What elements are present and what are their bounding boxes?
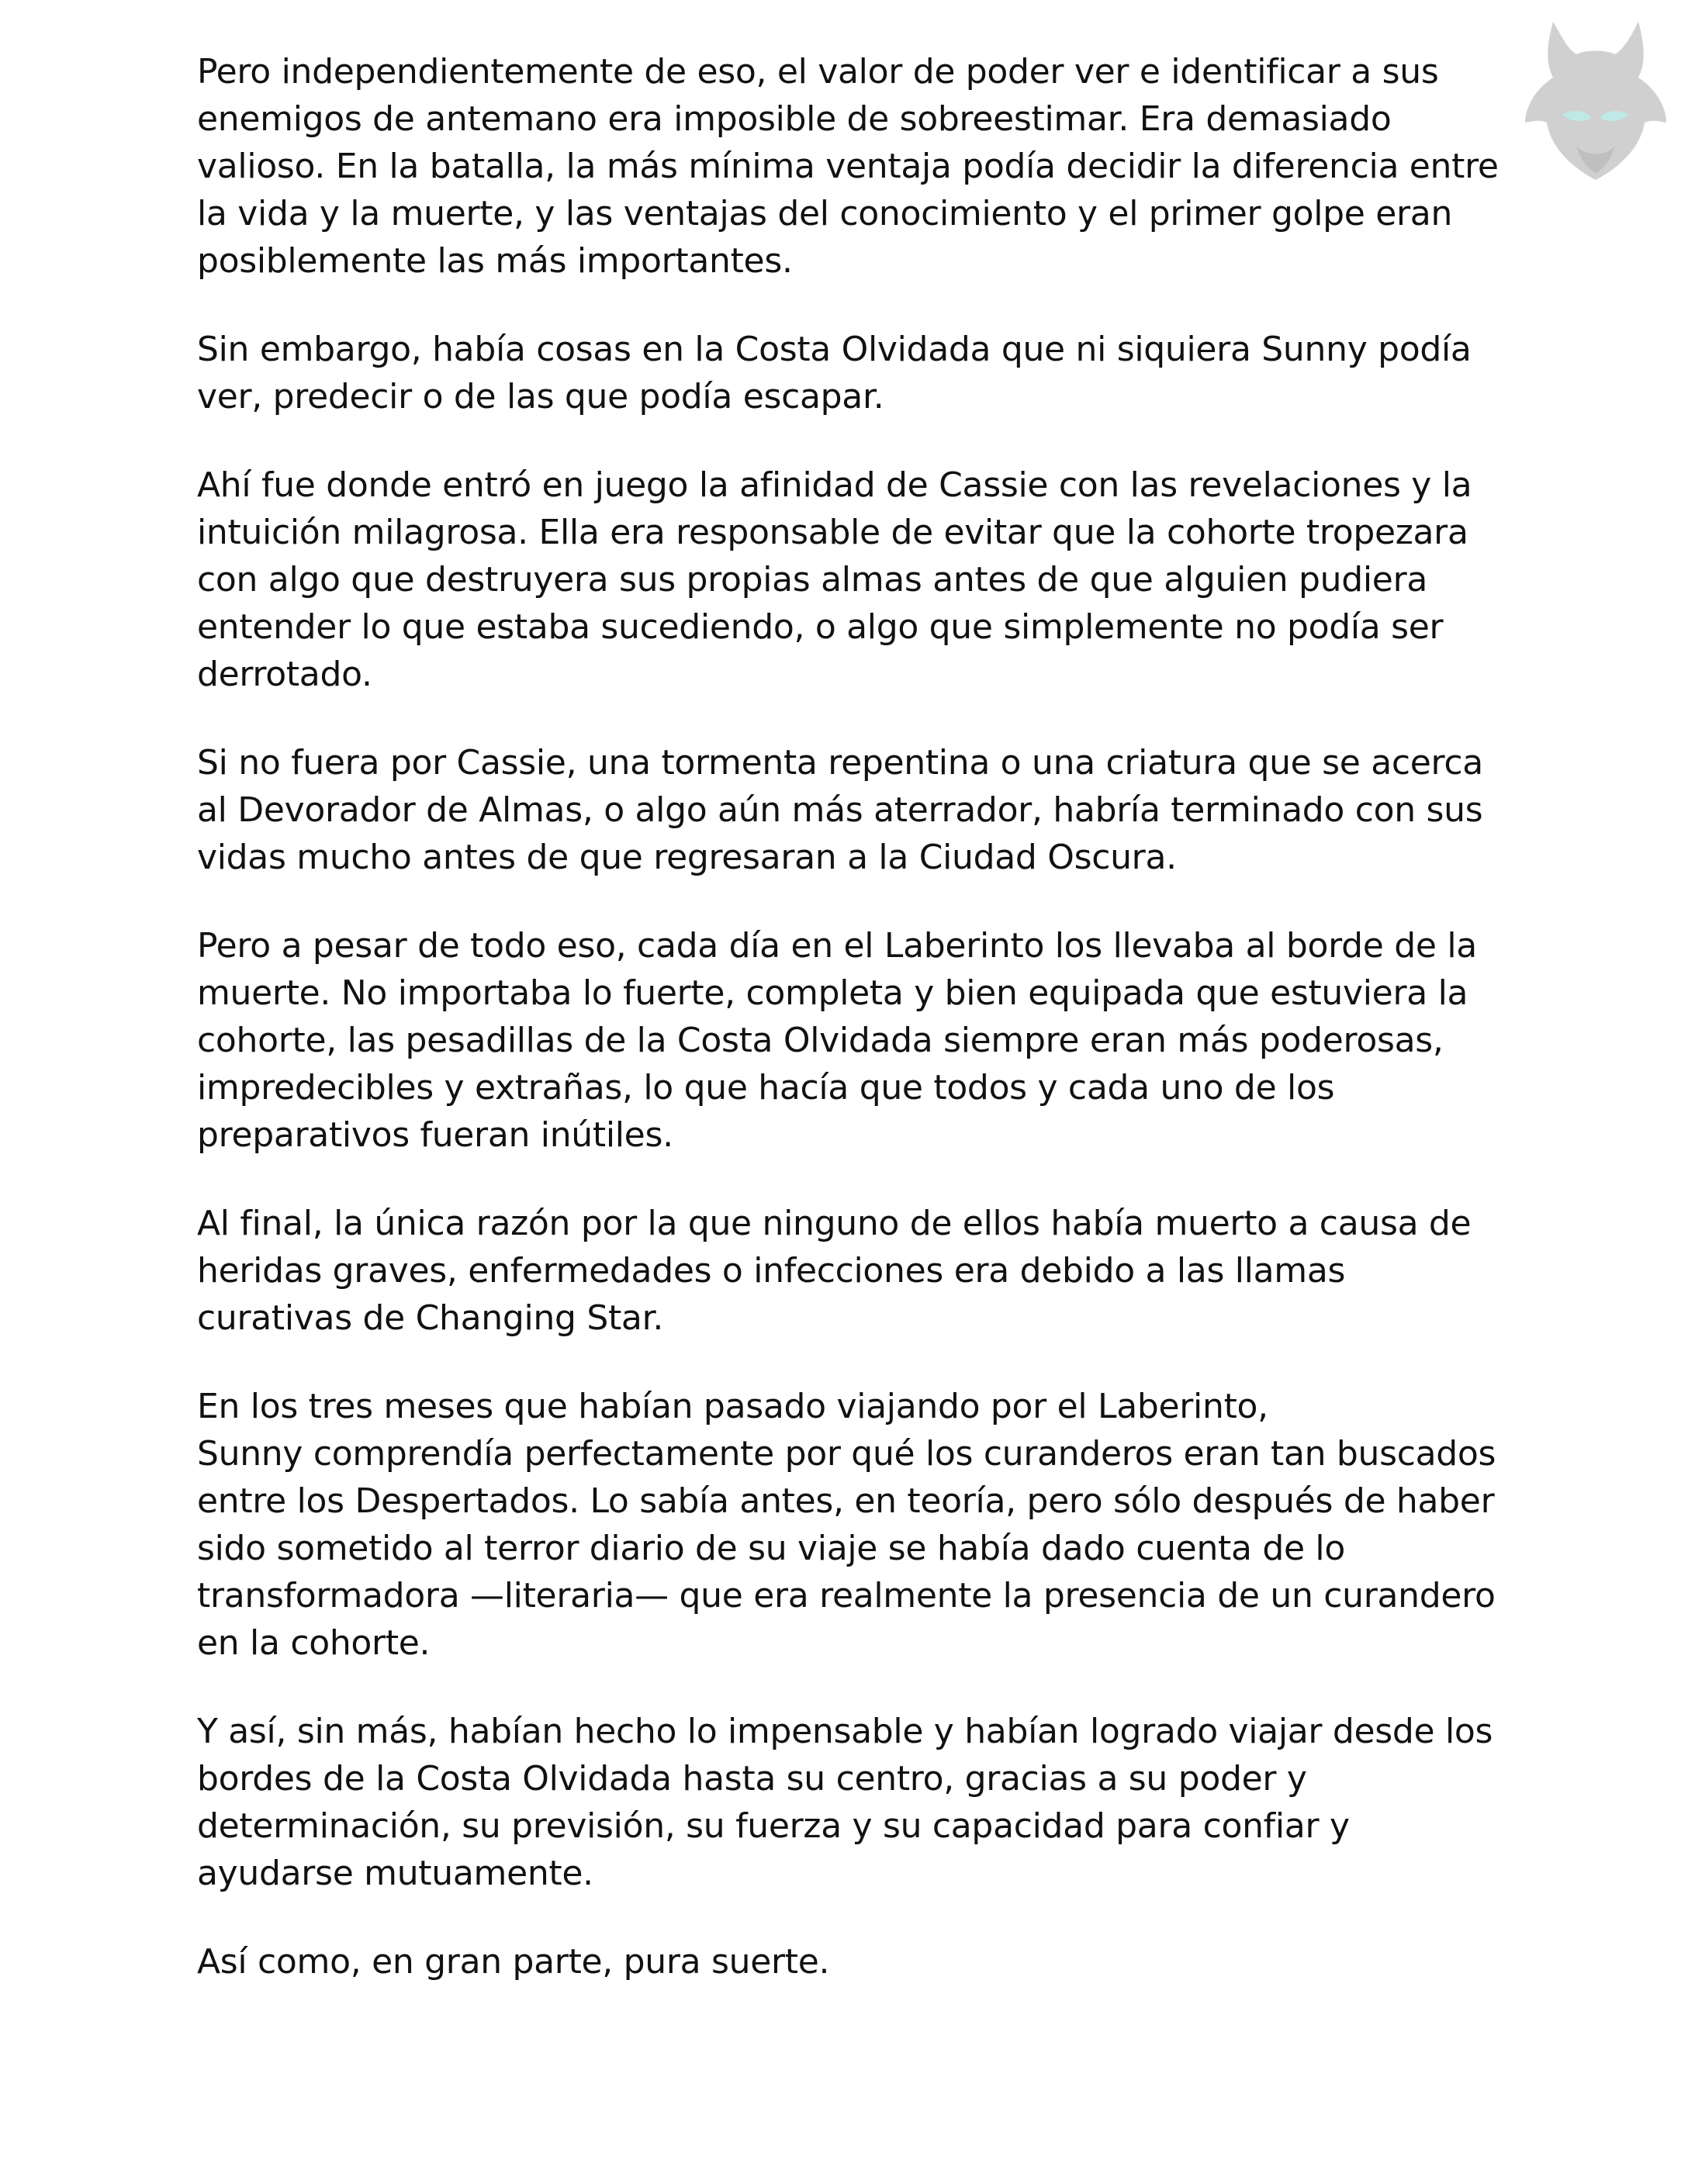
paragraph-3: Ahí fue donde entró en juego la afinidad de Cassie con las revelaciones y la intuición milagrosa. Ella era responsable de evitar que la cohorte tropezara con algo que destruyera sus propias almas antes de que alguien pudiera entender lo que estaba sucediendo, o algo que simplemente no podía ser derrotado. — [197, 465, 1472, 694]
horned-mask-logo-icon — [1522, 14, 1669, 185]
body-text — [197, 48, 1508, 1985]
paragraph-9: Así como, en gran parte, pura suerte. — [197, 1942, 830, 1982]
paragraph-8: Y así, sin más, habían hecho lo impensable y habían logrado viajar desde los bordes de la Costa Olvidada hasta su centro, gracias a su poder y determinación, su previsión, su fuerza y su capacidad para confiar y ayudarse mutuamente. — [197, 1712, 1493, 1893]
paragraph-4: Si no fuera por Cassie, una tormenta repentina o una criatura que se acerca al Devorador de Almas, o algo aún más aterrador, habría terminado con sus vidas mucho antes de que regresaran a la Ciudad Oscura. — [197, 743, 1483, 877]
paragraph-1: Pero independientemente de eso, el valor de poder ver e identificar a sus enemigos de antemano era imposible de sobreestimar. Era demasiado valioso. En la batalla, la más mínima ventaja podía decidir la diferencia entre la vida y la muerte, y las ventajas del conocimiento y el primer golpe eran posiblemente las más importantes. — [197, 52, 1499, 281]
paragraph-6: Al final, la única razón por la que ninguno de ellos había muerto a causa de heridas graves, enfermedades o infecciones era debido a las llamas curativas de Changing Star. — [197, 1204, 1472, 1338]
paragraph-7: En los tres meses que habían pasado viajando por el Laberinto, Sunny comprendía perfectamente por qué los curanderos eran tan buscados entre los Despertados. Lo sabía antes, en teoría, pero sólo después de haber sido sometido al terror diario de su viaje se había dado cuenta de lo transformadora —literaria— que era realmente la presencia de un curandero en la cohorte. — [197, 1387, 1496, 1663]
paragraph-5: Pero a pesar de todo eso, cada día en el Laberinto los llevaba al borde de la muerte. No importaba lo fuerte, completa y bien equipada que estuviera la cohorte, las pesadillas de la Costa Olvidada siempre eran más poderosas, impredecibles y extrañas, lo que hacía que todos y cada uno de los preparativos fueran inútiles. — [197, 926, 1477, 1155]
paragraph-2: Sin embargo, había cosas en la Costa Olvidada que ni siquiera Sunny podía ver, predecir o de las que podía escapar. — [197, 330, 1472, 416]
